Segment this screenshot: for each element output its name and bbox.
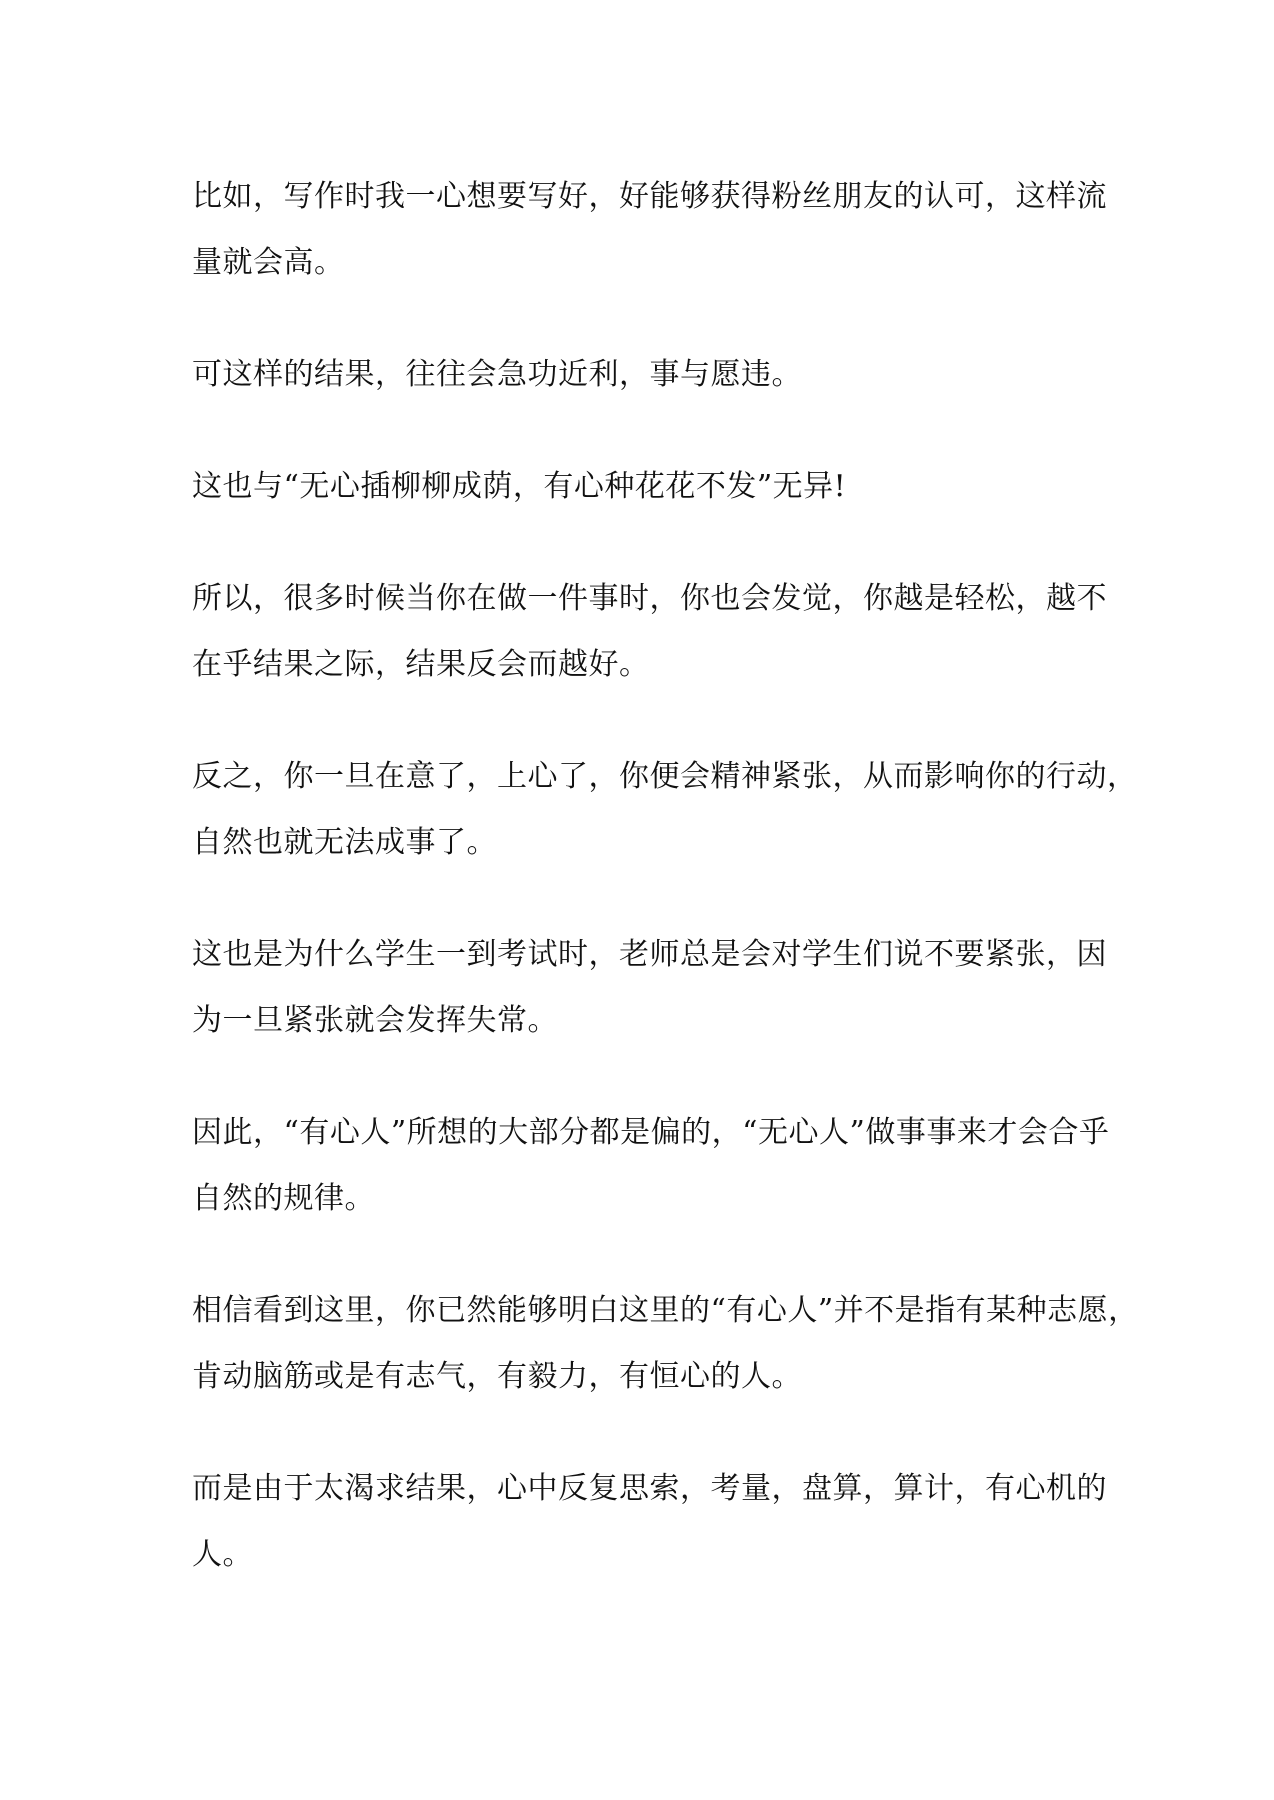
paragraph-1-line-2: 量就会高。 <box>192 245 345 280</box>
paragraph-4-line-1: 所以，很多时候当你在做一件事时，你也会发觉，你越是轻松，越不 <box>192 581 1107 616</box>
paragraph-1 <box>192 164 1107 296</box>
paragraph-6-line-1: 这也是为什么学生一到考试时，老师总是会对学生们说不要紧张，因 <box>192 937 1107 972</box>
paragraph-5-line-2: 自然也就无法成事了。 <box>192 825 497 860</box>
paragraph-8-line-1: 相信看到这里，你已然能够明白这里的“有心人”并不是指有某种志愿， <box>192 1293 1139 1328</box>
paragraph-9 <box>192 1456 1107 1588</box>
paragraph-6 <box>192 922 1107 1054</box>
paragraph-3 <box>192 454 1096 520</box>
paragraph-9-line-1: 而是由于太渴求结果，心中反复思索，考量，盘算，算计，有心机的 <box>192 1471 1107 1506</box>
paragraph-5-line-1: 反之，你一旦在意了，上心了，你便会精神紧张，从而影响你的行动， <box>192 759 1138 794</box>
paragraph-7-line-2: 自然的规律。 <box>192 1181 375 1216</box>
paragraph-8-line-2: 肯动脑筋或是有志气，有毅力，有恒心的人。 <box>192 1359 802 1394</box>
paragraph-7 <box>192 1100 1110 1232</box>
document-body <box>192 164 1139 1634</box>
paragraph-3-line-1: 这也与“无心插柳柳成荫，有心种花花不发”无异! <box>192 469 847 504</box>
paragraph-7-line-1: 因此，“有心人”所想的大部分都是偏的，“无心人”做事事来才会合乎 <box>192 1115 1110 1150</box>
paragraph-5 <box>192 744 1138 876</box>
paragraph-9-line-2: 人。 <box>192 1537 253 1572</box>
paragraph-2-line-1: 可这样的结果，往往会急功近利，事与愿违。 <box>192 357 802 392</box>
paragraph-1-line-1: 比如，写作时我一心想要写好，好能够获得粉丝朋友的认可，这样流 <box>192 179 1107 214</box>
paragraph-4-line-2: 在乎结果之际，结果反会而越好。 <box>192 647 650 682</box>
paragraph-2 <box>192 342 1096 408</box>
paragraph-6-line-2: 为一旦紧张就会发挥失常。 <box>192 1003 558 1038</box>
paragraph-8 <box>192 1278 1139 1410</box>
paragraph-4 <box>192 566 1107 698</box>
